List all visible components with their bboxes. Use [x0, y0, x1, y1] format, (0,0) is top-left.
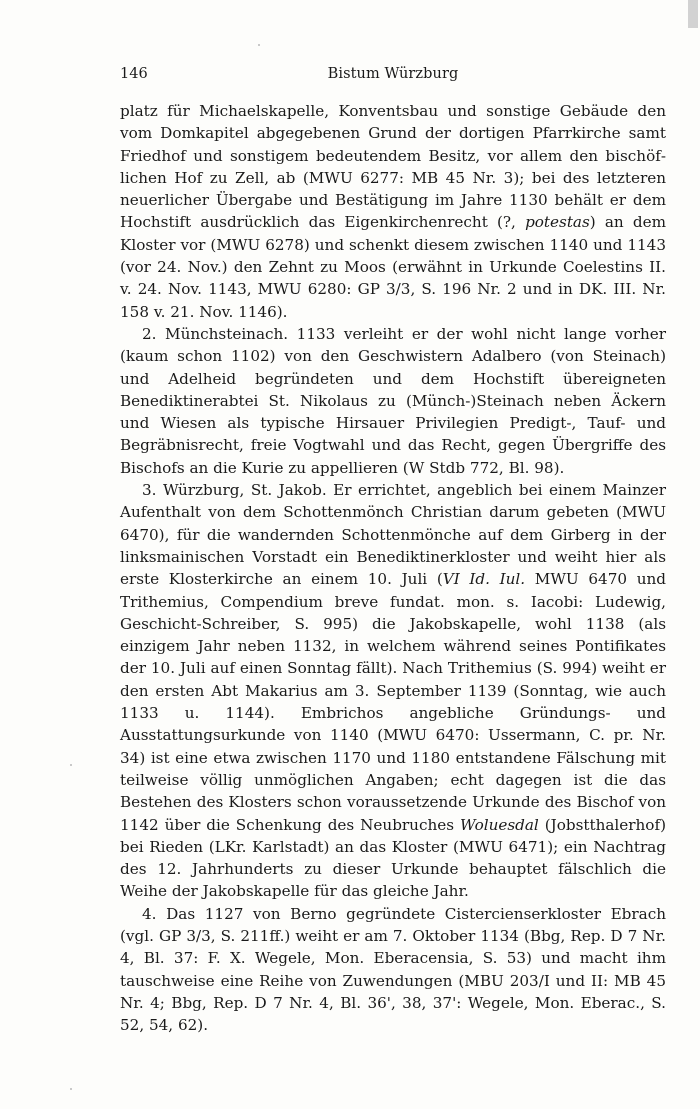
paragraph-st-jakob: 3. Würzburg, St. Jakob. Er errichtet, angeblich bei einem Mainzer Aufenthalt von dem Schottenmönch Christian darum gebeten (MWU 6470), für die wandernden Schottenmönche auf dem Girberg in der linksmainischen Vorstadt ein Benediktinerkloster und weiht hier als erste Klosterkirche an einem 10. Juli (VI Id. Iul. MWU 6470 und Trithemius, Compendium breve fundat. mon. s. Iacobi: Ludewig, Geschicht-Schreiber, S. 995) die Jakobskapelle, wohl 1138 (als einzigem Jahr neben 1132, in welchem während seines Pontifikates der 10. Juli auf einen Sonntag fällt). Nach Trithemius (S. 994) weiht er den ersten Abt Makarius am 3. September 1139 (Sonntag, wie auch 1133 u. 1144). Embrichos angebliche Gründungs- und Ausstattungsurkunde von 1140 (MWU 6470: Ussermann, C. pr. Nr. 34) ist eine etwa zwischen 1170 und 1180 entstandene Fälschung mit teilweise völlig unmöglichen Angaben; echt dagegen ist die das Bestehen des Klosters schon voraussetzende Urkunde des Bischof von 1142 über die Schenkung des Neubruches Woluesdal (Jobstthalerhof) bei Rieden (LKr. Karlstadt) an das Kloster (MWU 6471); ein Nachtrag des 12. Jahrhunderts zu dieser Urkunde behauptet fälschlich die Weihe der Jakobskapelle für das gleiche Jahr.: [120, 481, 667, 901]
speck-mark: [258, 44, 260, 46]
italic-term: potestas: [525, 213, 590, 232]
corner-mark: [688, 0, 698, 28]
speck-mark: [70, 1088, 72, 1090]
speck-mark: [70, 764, 72, 766]
running-title: Bistum Würzburg: [327, 66, 459, 82]
running-head: [120, 66, 666, 88]
italic-term: VI Id. Iul.: [442, 570, 526, 589]
paragraph-muenchsteinach: 2. Münchsteinach. 1133 verleiht er der wohl nicht lange vorher (kaum schon 1102) von den Geschwistern Adalbero (von Steinach) und Adelheid begründeten und dem Hochstift übereigneten Benediktinerabtei St. Nikolaus zu (Münch-)Steinach neben Äckern und Wiesen als typische Hirsauer Privilegien Predigt-, Tauf- und Begräbnisrecht, freie Vogtwahl und das Recht, gegen Übergriffe des Bischofs an die Kurie zu appellieren (W Stdb 772, Bl. 98).: [120, 324, 666, 477]
paragraph-continuation: platz für Michaelskapelle, Konventsbau und sonstige Gebäude den vom Domkapitel abgegebenen Grund der dortigen Pfarrkirche samt Friedhof und sonstigem bedeutendem Besitz, vor allem den bischöflichen Hof zu Zell, ab (MWU 6277: MB 45 Nr. 3); bei des letzteren neuerlicher Übergabe und Bestätigung im Jahre 1130 behält er dem Hochstift ausdrücklich das Eigenkirchenrecht (?, potestas) an dem Kloster vor (MWU 6278) und schenkt diesem zwischen 1140 und 1143 (vor 24. Nov.) den Zehnt zu Moos (erwähnt in Urkunde Coelestins II. v. 24. Nov. 1143, MWU 6280: GP 3/3, S. 196 Nr. 2 und in DK. III. Nr. 158 v. 21. Nov. 1146).: [120, 102, 666, 321]
italic-term: Woluesdal: [459, 815, 539, 834]
paragraph-ebrach: 4. Das 1127 von Berno gegründete Cistercienserkloster Ebrach (vgl. GP 3/3, S. 211ff.) weiht er am 7. Oktober 1134 (Bbg, Rep. D 7 Nr. 4, Bl. 37: F. X. Wegele, Mon. Eberacensia, S. 53) und macht ihm tauschweise eine Reihe von Zuwendungen (MBU 203/I und II: MB 45 Nr. 4; Bbg, Rep. D 7 Nr. 4, Bl. 36', 38, 37': Wegele, Mon. Eberac., S. 52, 54, 62).: [120, 904, 666, 1035]
page-number: 146: [120, 66, 148, 82]
body-text: [120, 100, 666, 1036]
